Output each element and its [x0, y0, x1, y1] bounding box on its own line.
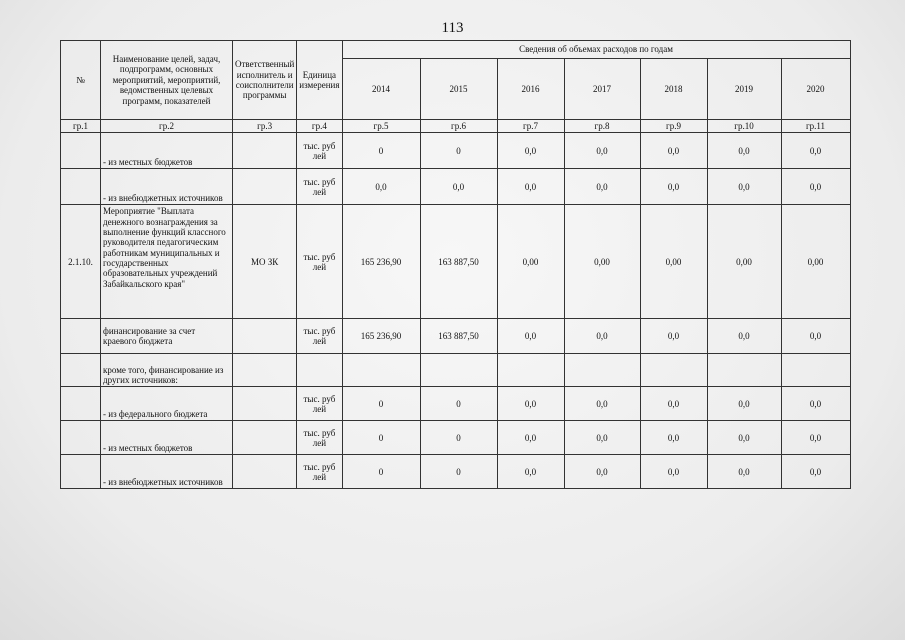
row-value: 0,0: [342, 169, 420, 205]
header-years-group: Сведения об объемах расходов по годам: [342, 41, 850, 59]
row-value: 0,0: [640, 455, 707, 489]
row-name: - из местных бюджетов: [101, 421, 233, 455]
row-responsible: [233, 455, 297, 489]
header-year: 2018: [640, 59, 707, 120]
row-name: финансирование за счет краевого бюджета: [101, 319, 233, 354]
header-year: 2020: [781, 59, 850, 120]
row-value: 0,0: [781, 319, 850, 354]
row-value: [420, 354, 497, 387]
row-value: 0,00: [497, 205, 564, 319]
row-value: 165 236,90: [342, 205, 420, 319]
row-value: 0,0: [497, 133, 564, 169]
table-row: [61, 133, 851, 169]
row-value: [564, 354, 640, 387]
column-number: гр.2: [101, 120, 233, 133]
row-responsible: МО ЗК: [233, 205, 297, 319]
row-value: 0,0: [707, 169, 781, 205]
column-number: гр.9: [640, 120, 707, 133]
row-value: [497, 354, 564, 387]
row-value: 0,0: [640, 319, 707, 354]
header-year: 2017: [564, 59, 640, 120]
row-value: 0: [342, 455, 420, 489]
table-row: [61, 421, 851, 455]
header-year: 2016: [497, 59, 564, 120]
row-value: 0,0: [564, 169, 640, 205]
row-value: 0: [342, 133, 420, 169]
row-name: кроме того, финансирование из других источников:: [101, 354, 233, 387]
row-unit: тыс. руб лей: [297, 319, 342, 354]
row-value: 0,0: [564, 133, 640, 169]
row-unit: тыс. руб лей: [297, 421, 342, 455]
header-year: 2015: [420, 59, 497, 120]
row-num: [61, 387, 101, 421]
row-value: 0,0: [707, 455, 781, 489]
row-value: 0,0: [781, 387, 850, 421]
row-value: 0,0: [781, 421, 850, 455]
row-value: 0: [420, 387, 497, 421]
row-unit: тыс. руб лей: [297, 205, 342, 319]
row-value: 0,0: [640, 133, 707, 169]
row-value: 165 236,90: [342, 319, 420, 354]
row-num: [61, 421, 101, 455]
row-num: [61, 354, 101, 387]
row-responsible: [233, 421, 297, 455]
row-unit: [297, 354, 342, 387]
row-unit: тыс. руб лей: [297, 387, 342, 421]
header-responsible: Ответственный исполнитель и соисполнители программы: [233, 41, 297, 120]
row-value: 0,0: [640, 421, 707, 455]
table-row: [61, 455, 851, 489]
row-value: 0: [420, 133, 497, 169]
row-value: 0,00: [707, 205, 781, 319]
table-row: [61, 169, 851, 205]
column-number: гр.3: [233, 120, 297, 133]
header-unit: Единица измерения: [297, 41, 342, 120]
page-number: 113: [441, 20, 464, 36]
row-value: 0,0: [707, 421, 781, 455]
row-value: 0,00: [781, 205, 850, 319]
column-number: гр.10: [707, 120, 781, 133]
row-unit: тыс. руб лей: [297, 455, 342, 489]
row-unit: тыс. руб лей: [297, 133, 342, 169]
column-number-row: [61, 120, 851, 133]
row-name: - из федерального бюджета: [101, 387, 233, 421]
row-value: 0,0: [781, 455, 850, 489]
row-value: 0,0: [497, 421, 564, 455]
row-name: - из внебюджетных источников: [101, 169, 233, 205]
row-value: 0,0: [564, 319, 640, 354]
row-value: [640, 354, 707, 387]
column-number: гр.5: [342, 120, 420, 133]
row-num: 2.1.10.: [61, 205, 101, 319]
header-row-1: [61, 41, 851, 59]
row-value: 0,0: [564, 455, 640, 489]
row-value: 0,0: [707, 133, 781, 169]
row-value: 0,0: [640, 169, 707, 205]
header-year: 2019: [707, 59, 781, 120]
row-name: Мероприятие "Выплата денежного вознаграждения за выполнение функций классного руководителя педагогическим работникам муниципальных и государственных образовательных учреждений Забайкальского края": [101, 205, 233, 319]
table-row: [61, 354, 851, 387]
row-value: 0,0: [640, 387, 707, 421]
header-num: №: [61, 41, 101, 120]
row-num: [61, 319, 101, 354]
row-value: 0,0: [497, 319, 564, 354]
row-value: 163 887,50: [420, 205, 497, 319]
row-unit: тыс. руб лей: [297, 169, 342, 205]
row-num: [61, 169, 101, 205]
row-value: 0,0: [707, 319, 781, 354]
row-name: - из местных бюджетов: [101, 133, 233, 169]
row-responsible: [233, 169, 297, 205]
row-responsible: [233, 354, 297, 387]
row-value: 0,0: [707, 387, 781, 421]
row-responsible: [233, 387, 297, 421]
row-value: 0,0: [564, 421, 640, 455]
row-name: - из внебюджетных источников: [101, 455, 233, 489]
row-responsible: [233, 319, 297, 354]
row-value: 0: [342, 421, 420, 455]
column-number: гр.4: [297, 120, 342, 133]
row-value: 0,0: [420, 169, 497, 205]
row-value: 0,0: [781, 169, 850, 205]
column-number: гр.7: [497, 120, 564, 133]
row-value: 0,0: [781, 133, 850, 169]
header-name: Наименование целей, задач, подпрограмм, основных мероприятий, мероприятий, ведомственных целевых программ, показателей: [101, 41, 233, 120]
row-value: 0: [342, 387, 420, 421]
row-value: 0: [420, 421, 497, 455]
row-value: 0,0: [497, 455, 564, 489]
expenditure-table: [60, 40, 851, 489]
column-number: гр.6: [420, 120, 497, 133]
table-row: [61, 387, 851, 421]
row-value: 0,0: [497, 169, 564, 205]
column-number: гр.11: [781, 120, 850, 133]
column-number: гр.8: [564, 120, 640, 133]
table-row: [61, 319, 851, 354]
row-value: 0: [420, 455, 497, 489]
row-value: 0,0: [497, 387, 564, 421]
row-value: [707, 354, 781, 387]
row-responsible: [233, 133, 297, 169]
row-value: 0,00: [640, 205, 707, 319]
row-num: [61, 133, 101, 169]
row-value: 163 887,50: [420, 319, 497, 354]
header-year: 2014: [342, 59, 420, 120]
table-row: [61, 205, 851, 319]
row-num: [61, 455, 101, 489]
column-number: гр.1: [61, 120, 101, 133]
row-value: 0,0: [564, 387, 640, 421]
row-value: [781, 354, 850, 387]
row-value: [342, 354, 420, 387]
row-value: 0,00: [564, 205, 640, 319]
